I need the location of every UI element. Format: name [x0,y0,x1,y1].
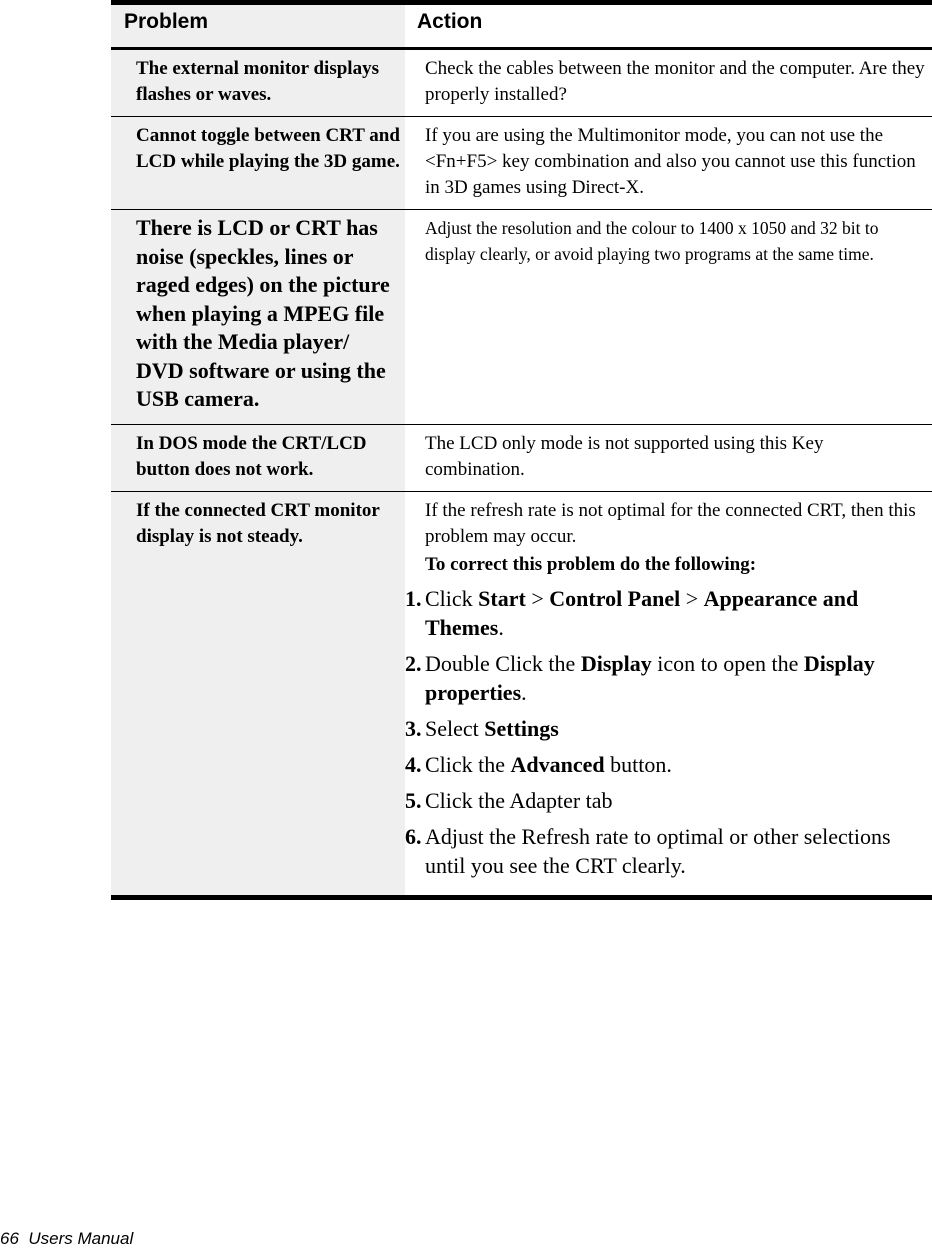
step-bold: Control Panel [549,585,681,611]
problem-cell: In DOS mode the CRT/LCD button does not work. [111,425,405,491]
step-number: 6. [405,823,422,849]
step-text-part: button. [604,751,672,777]
step-text-part: Click [425,585,479,611]
header-action: Action [417,10,483,33]
step-number: 2. [405,650,422,676]
problem-cell: The external monitor displays flashes or waves. [111,50,405,116]
table-row [111,210,932,425]
list-item [405,714,926,743]
step-text: Click the Adapter tab [425,787,613,813]
step-bold: Display [580,650,652,676]
step-text: Adjust the Refresh rate to optimal or other selections until you see the CRT clearly. [425,823,891,878]
table-row [111,117,932,210]
list-item [405,584,926,642]
step-text-part: . [498,614,504,640]
step-bold: Advanced [510,751,605,777]
action-cell: Adjust the resolution and the colour to 1400 x 1050 and 32 bit to display clearly, or avoid playing two programs at the same time. [425,218,879,264]
step-text-part: . [521,679,527,705]
problem-cell: There is LCD or CRT has noise (speckles, lines or raged edges) on the picture when playing a MPEG file with the Media player/ DVD software or using the USB camera. [111,210,405,424]
step-text-part: Click the [425,751,511,777]
step-bold: Start [478,585,526,611]
list-item [405,750,926,779]
action-cell: The LCD only mode is not supported using this Key combination. [425,432,824,480]
step-text-part: icon to open the [651,650,804,676]
steps-list [405,584,926,880]
list-item [405,649,926,707]
list-item [405,822,926,880]
step-bold: Appearance and Themes [425,585,859,640]
step-bold: Display properties [425,650,875,705]
action-cell [405,492,932,895]
step-text [425,649,926,707]
header-problem: Problem [111,5,405,47]
step-number: 5. [405,787,422,813]
step-bold: Settings [484,715,559,741]
action-cell: Check the cables between the monitor and the computer. Are they properly installed? [425,58,925,105]
step-text-part: > [680,585,704,611]
step-text [425,750,926,779]
step-text [425,714,926,743]
step-text-part: Select [425,715,485,741]
table-row [111,50,932,117]
step-text [425,584,926,642]
action-text: If the refresh rate is not optimal for the connected CRT, then this problem may occur. [425,499,916,547]
steps-heading: To correct this problem do the following: [425,553,757,575]
page-footer: 66 Users Manual [0,1229,134,1248]
table-row [111,425,932,492]
table-header [111,5,932,50]
troubleshooting-table [111,0,932,900]
step-number: 4. [405,751,422,777]
list-item [405,786,926,815]
step-text-part: Double Click the [425,650,581,676]
problem-cell: If the connected CRT monitor display is not steady. [111,492,405,895]
step-number: 1. [405,585,422,611]
table-row [111,492,932,895]
problem-cell: Cannot toggle between CRT and LCD while playing the 3D game. [111,117,405,209]
step-text-part: > [525,585,550,611]
action-cell: If you are using the Multimonitor mode, you can not use the <Fn+F5> key combination and also you cannot use this function in 3D games using Direct-X. [425,125,916,198]
step-number: 3. [405,715,422,741]
